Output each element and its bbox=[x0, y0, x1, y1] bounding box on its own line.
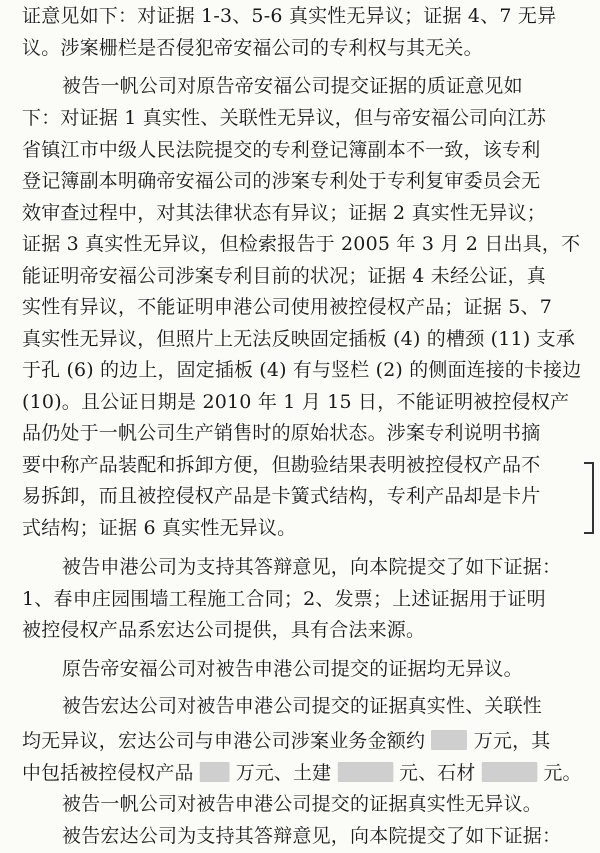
text-line: 证据 3 真实性无异议，但检索报告于 2005 年 3 月 2 日出具，不 bbox=[22, 233, 581, 255]
text-line: 要中称产品装配和拆卸方便，但勘验结果表明被控侵权产品不 bbox=[22, 454, 541, 476]
text-segment: 中包括被控侵权产品 bbox=[22, 762, 194, 784]
text-segment: 万元、土建 bbox=[235, 762, 332, 784]
text-line: 原告帝安福公司对被告申港公司提交的证据均无异议。 bbox=[62, 658, 523, 680]
text-line: 真实性无异议，但照片上无法反映固定插板 (4) 的槽颈 (11) 支承 bbox=[22, 328, 576, 350]
text-line: 下：对证据 1 真实性、关联性无异议，但与帝安福公司向江苏 bbox=[22, 107, 546, 129]
redaction-mask bbox=[200, 762, 230, 782]
text-segment: 均无异议，宏达公司与申港公司涉案业务金额约 bbox=[22, 730, 426, 752]
text-segment: 元、石材 bbox=[399, 762, 476, 784]
text-line: (10)。且公证日期是 2010 年 1 月 15 日，不能证明被控侵权产 bbox=[22, 391, 570, 413]
text-line: 效审查过程中，对其法律状态有异议；证据 2 真实性无异议； bbox=[22, 202, 546, 224]
text-line: 省镇江市中级人民法院提交的专利登记簿副本不一致，该专利 bbox=[22, 139, 541, 161]
text-line: 于孔 (6) 的边上，固定插板 (4) 有与竖栏 (2) 的侧面连接的卡接边 bbox=[22, 359, 582, 381]
text-line: 登记簿副本明确帝安福公司的涉案专利处于专利复审委员会无 bbox=[22, 170, 541, 192]
redaction-mask bbox=[482, 762, 538, 782]
text-line: 易拆卸，而且被控侵权产品是卡簧式结构，专利产品却是卡片 bbox=[22, 485, 541, 507]
text-line: 1、春申庄园围墙工程施工合同；2、发票；上述证据用于证明 bbox=[22, 588, 546, 610]
redaction-mask bbox=[337, 762, 393, 782]
text-line: 被告申港公司为支持其答辩意见，向本院提交了如下证据： bbox=[62, 556, 562, 578]
text-line: 被告一帆公司对被告申港公司提交的证据真实性无异议。 bbox=[62, 793, 543, 815]
text-line-with-redaction bbox=[22, 759, 582, 788]
text-segment: 万元，其 bbox=[473, 730, 551, 752]
text-line: 被控侵权产品系宏达公司提供，具有合法来源。 bbox=[22, 619, 426, 641]
redaction-mask bbox=[431, 730, 467, 750]
text-line-with-redaction bbox=[22, 727, 551, 756]
text-line: 证意见如下：对证据 1-3、5-6 真实性无异议；证据 4、7 无异 bbox=[22, 5, 557, 27]
text-line: 实性有异议，不能证明申港公司使用被控侵权产品；证据 5、7 bbox=[22, 296, 553, 318]
text-line: 式结构；证据 6 真实性无异议。 bbox=[22, 517, 297, 539]
text-line: 被告宏达公司对被告申港公司提交的证据真实性、关联性 bbox=[62, 695, 543, 717]
margin-bracket-mark bbox=[584, 462, 594, 534]
text-segment: 元。 bbox=[543, 762, 582, 784]
text-line: 能证明帝安福公司涉案专利目前的状况；证据 4 未经公证，真 bbox=[22, 265, 546, 287]
text-line: 品仍处于一帆公司生产销售时的原始状态。涉案专利说明书摘 bbox=[22, 422, 541, 444]
text-line: 被告宏达公司为支持其答辩意见，向本院提交了如下证据： bbox=[62, 825, 562, 847]
text-line: 被告一帆公司对原告帝安福公司提交证据的质证意见如 bbox=[62, 75, 523, 97]
text-line: 议。涉案栅栏是否侵犯帝安福公司的专利权与其无关。 bbox=[22, 37, 483, 59]
